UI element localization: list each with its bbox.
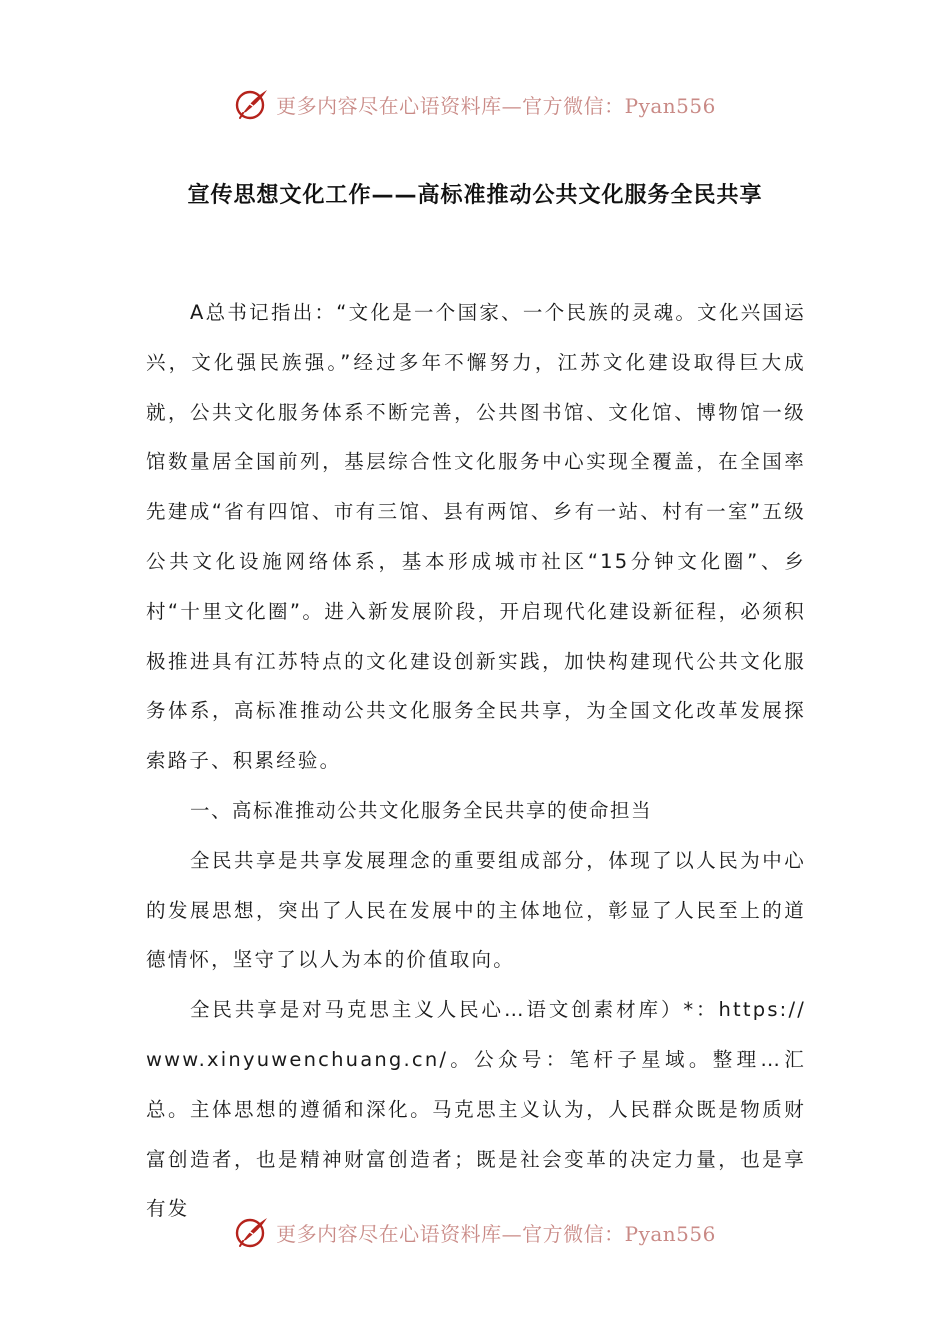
header-banner: [0, 84, 950, 124]
paragraph-shared-development: 全民共享是共享发展理念的重要组成部分，体现了以人民为中心的发展思想，突出了人民在发展中的主体地位，彰显了人民至上的道德情怀，坚守了以人为本的价值取向。: [146, 848, 806, 972]
paragraph-intro: A总书记指出：“文化是一个国家、一个民族的灵魂。文化兴国运兴，文化强民族强。”经过多年不懈努力，江苏文化建设取得巨大成就，公共文化服务体系不断完善，公共图书馆、文化馆、博物馆一级馆数量居全国前列，基层综合性文化服务中心实现全覆盖，在全国率先建成“省有四馆、市有三馆、县有两馆、乡有一站、村有一室”五级公共文化设施网络体系，基本形成城市社区“15分钟文化圈”、乡村“十里文化圈”。进入新发展阶段，开启现代化建设新征程，必须积极推进具有江苏特点的文化建设创新实践，加快构建现代公共文化服务体系，高标准推动公共文化服务全民共享，为全国文化改革发展探索路子、积累经验。: [146, 301, 806, 773]
header-banner-text: 更多内容尽在心语资料库—官方微信：Pyan556: [276, 93, 716, 118]
quill-logo-icon: [234, 86, 270, 122]
quill-logo-icon: [234, 1214, 270, 1250]
paragraph-marxism: 全民共享是对马克思主义人民心…语文创素材库）*：https://www.xinyuwenchuang.cn/。公众号：笔杆子星域。整理…汇总。主体思想的遵循和深化。马克思主义认为，人民群众既是物质财富创造者，也是精神财富创造者；既是社会变革的决定力量，也是享有发: [146, 998, 806, 1221]
document-title: 宣传思想文化工作——高标准推动公共文化服务全民共享: [187, 183, 763, 208]
section-heading: 一、高标准推动公共文化服务全民共享的使命担当: [190, 798, 653, 822]
footer-banner-text: 更多内容尽在心语资料库—官方微信：Pyan556: [276, 1221, 716, 1246]
document-body: [146, 288, 806, 1234]
footer-banner: [0, 1212, 950, 1252]
